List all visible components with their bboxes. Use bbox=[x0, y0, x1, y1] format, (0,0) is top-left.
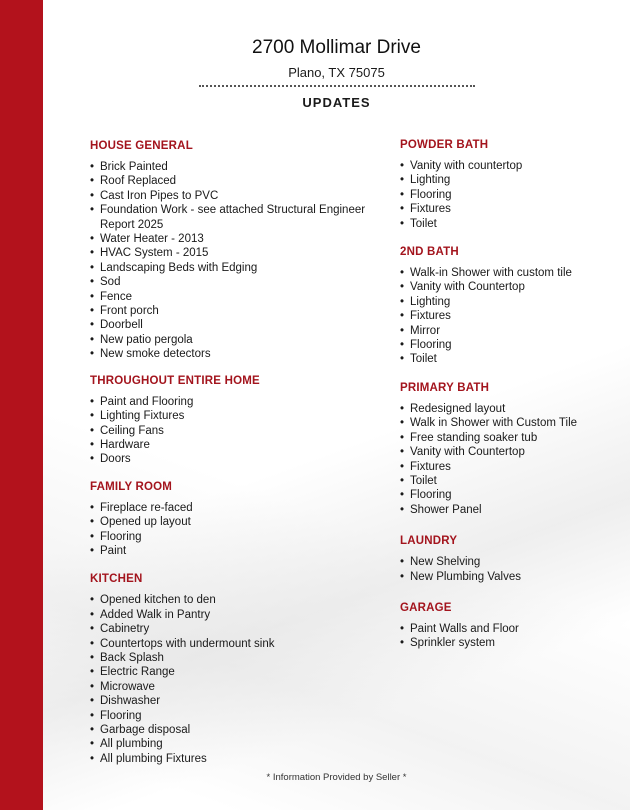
section-kitchen bbox=[90, 571, 380, 766]
list-item: • Vanity with countertop bbox=[400, 159, 620, 173]
list-item: • Back Splash bbox=[90, 651, 380, 665]
list-item: • Roof Replaced bbox=[90, 174, 380, 188]
red-side-bar bbox=[0, 0, 43, 810]
list-item: • New Plumbing Valves bbox=[400, 570, 620, 584]
list-item: • HVAC System - 2015 bbox=[90, 246, 380, 260]
list-item: • Sod bbox=[90, 275, 380, 289]
list-item: • Cabinetry bbox=[90, 622, 380, 636]
list-item: • Countertops with undermount sink bbox=[90, 637, 380, 651]
page-title: 2700 Mollimar Drive bbox=[252, 37, 421, 58]
list-item: • Water Heater - 2013 bbox=[90, 232, 380, 246]
section-throughout-entire-home bbox=[90, 373, 380, 467]
list-item: • Toilet bbox=[400, 352, 620, 366]
list-item: • Dishwasher bbox=[90, 694, 380, 708]
list-item: • Lighting bbox=[400, 173, 620, 187]
page-subtitle: Plano, TX 75075 bbox=[288, 65, 385, 80]
list-item: • Flooring bbox=[90, 709, 380, 723]
section-title: POWDER BATH bbox=[400, 139, 489, 151]
section-list bbox=[90, 160, 380, 362]
list-item: • Redesigned layout bbox=[400, 402, 620, 416]
list-item: • Shower Panel bbox=[400, 503, 620, 517]
section-list bbox=[90, 593, 380, 766]
list-item: • Microwave bbox=[90, 680, 380, 694]
list-item: • Toilet bbox=[400, 217, 620, 231]
list-item: • All plumbing Fixtures bbox=[90, 752, 380, 766]
section-family-room bbox=[90, 479, 380, 559]
list-item: • Sprinkler system bbox=[400, 636, 620, 650]
section-title: THROUGHOUT ENTIRE HOME bbox=[90, 374, 260, 387]
dotted-divider bbox=[199, 85, 475, 87]
section-list bbox=[400, 402, 620, 517]
right-column bbox=[400, 137, 620, 651]
list-item: • Doorbell bbox=[90, 318, 380, 332]
section-powder-bath bbox=[400, 137, 620, 231]
list-item: • All plumbing bbox=[90, 737, 380, 751]
section-title: PRIMARY BATH bbox=[400, 381, 490, 394]
list-item: • Opened kitchen to den bbox=[90, 593, 380, 607]
list-item: • Flooring bbox=[400, 188, 620, 202]
section-title: 2ND BATH bbox=[400, 246, 459, 259]
section-title: FAMILY ROOM bbox=[90, 480, 173, 493]
list-item: • Flooring bbox=[400, 488, 620, 502]
list-item: • Fireplace re-faced bbox=[90, 501, 380, 515]
section-garage bbox=[400, 600, 620, 651]
list-item: • Brick Painted bbox=[90, 160, 380, 174]
list-item: • Garbage disposal bbox=[90, 723, 380, 737]
list-item: • Mirror bbox=[400, 324, 620, 338]
section-list bbox=[90, 395, 380, 467]
list-item: • Doors bbox=[90, 452, 380, 466]
list-item: • Lighting bbox=[400, 295, 620, 309]
list-item: • Paint bbox=[90, 544, 380, 558]
list-item: • Fence bbox=[90, 290, 380, 304]
updates-heading: UPDATES bbox=[302, 95, 371, 110]
list-item: • Fixtures bbox=[400, 309, 620, 323]
list-item: • Flooring bbox=[90, 530, 380, 544]
list-item: • Walk-in Shower with custom tile bbox=[400, 266, 620, 280]
list-item: • Toilet bbox=[400, 474, 620, 488]
section-title: LAUNDRY bbox=[400, 535, 458, 548]
list-item: • New patio pergola bbox=[90, 333, 380, 347]
list-item: • Fixtures bbox=[400, 202, 620, 216]
list-item: • New Shelving bbox=[400, 555, 620, 569]
section-house-general bbox=[90, 138, 380, 362]
section-list bbox=[400, 266, 620, 367]
section-list bbox=[400, 622, 620, 651]
list-item: • New smoke detectors bbox=[90, 347, 380, 361]
footer-note: * Information Provided by Seller * bbox=[266, 772, 407, 783]
list-item: • Cast Iron Pipes to PVC bbox=[90, 189, 380, 203]
section-primary-bath bbox=[400, 380, 620, 517]
list-item: • Ceiling Fans bbox=[90, 424, 380, 438]
list-item: • Vanity with Countertop bbox=[400, 280, 620, 294]
list-item: • Foundation Work - see attached Structural Engineer Report 2025 bbox=[90, 203, 380, 232]
section-laundry bbox=[400, 533, 620, 584]
section-title: KITCHEN bbox=[90, 573, 143, 586]
section-2nd-bath bbox=[400, 244, 620, 367]
section-title: GARAGE bbox=[400, 601, 452, 614]
list-item: • Landscaping Beds with Edging bbox=[90, 261, 380, 275]
list-item: • Opened up layout bbox=[90, 515, 380, 529]
list-item: • Hardware bbox=[90, 438, 380, 452]
section-list bbox=[400, 159, 620, 231]
list-item: • Electric Range bbox=[90, 665, 380, 679]
left-column bbox=[90, 138, 380, 766]
list-item: • Paint Walls and Floor bbox=[400, 622, 620, 636]
list-item: • Front porch bbox=[90, 304, 380, 318]
section-list bbox=[90, 501, 380, 559]
section-title: HOUSE GENERAL bbox=[90, 140, 193, 152]
list-item: • Lighting Fixtures bbox=[90, 409, 380, 423]
list-item: • Vanity with Countertop bbox=[400, 445, 620, 459]
list-item: • Paint and Flooring bbox=[90, 395, 380, 409]
header bbox=[43, 36, 630, 110]
list-item: • Flooring bbox=[400, 338, 620, 352]
section-list bbox=[400, 555, 620, 584]
list-item: • Added Walk in Pantry bbox=[90, 608, 380, 622]
list-item: • Fixtures bbox=[400, 460, 620, 474]
list-item: • Walk in Shower with Custom Tile bbox=[400, 416, 620, 430]
list-item: • Free standing soaker tub bbox=[400, 431, 620, 445]
